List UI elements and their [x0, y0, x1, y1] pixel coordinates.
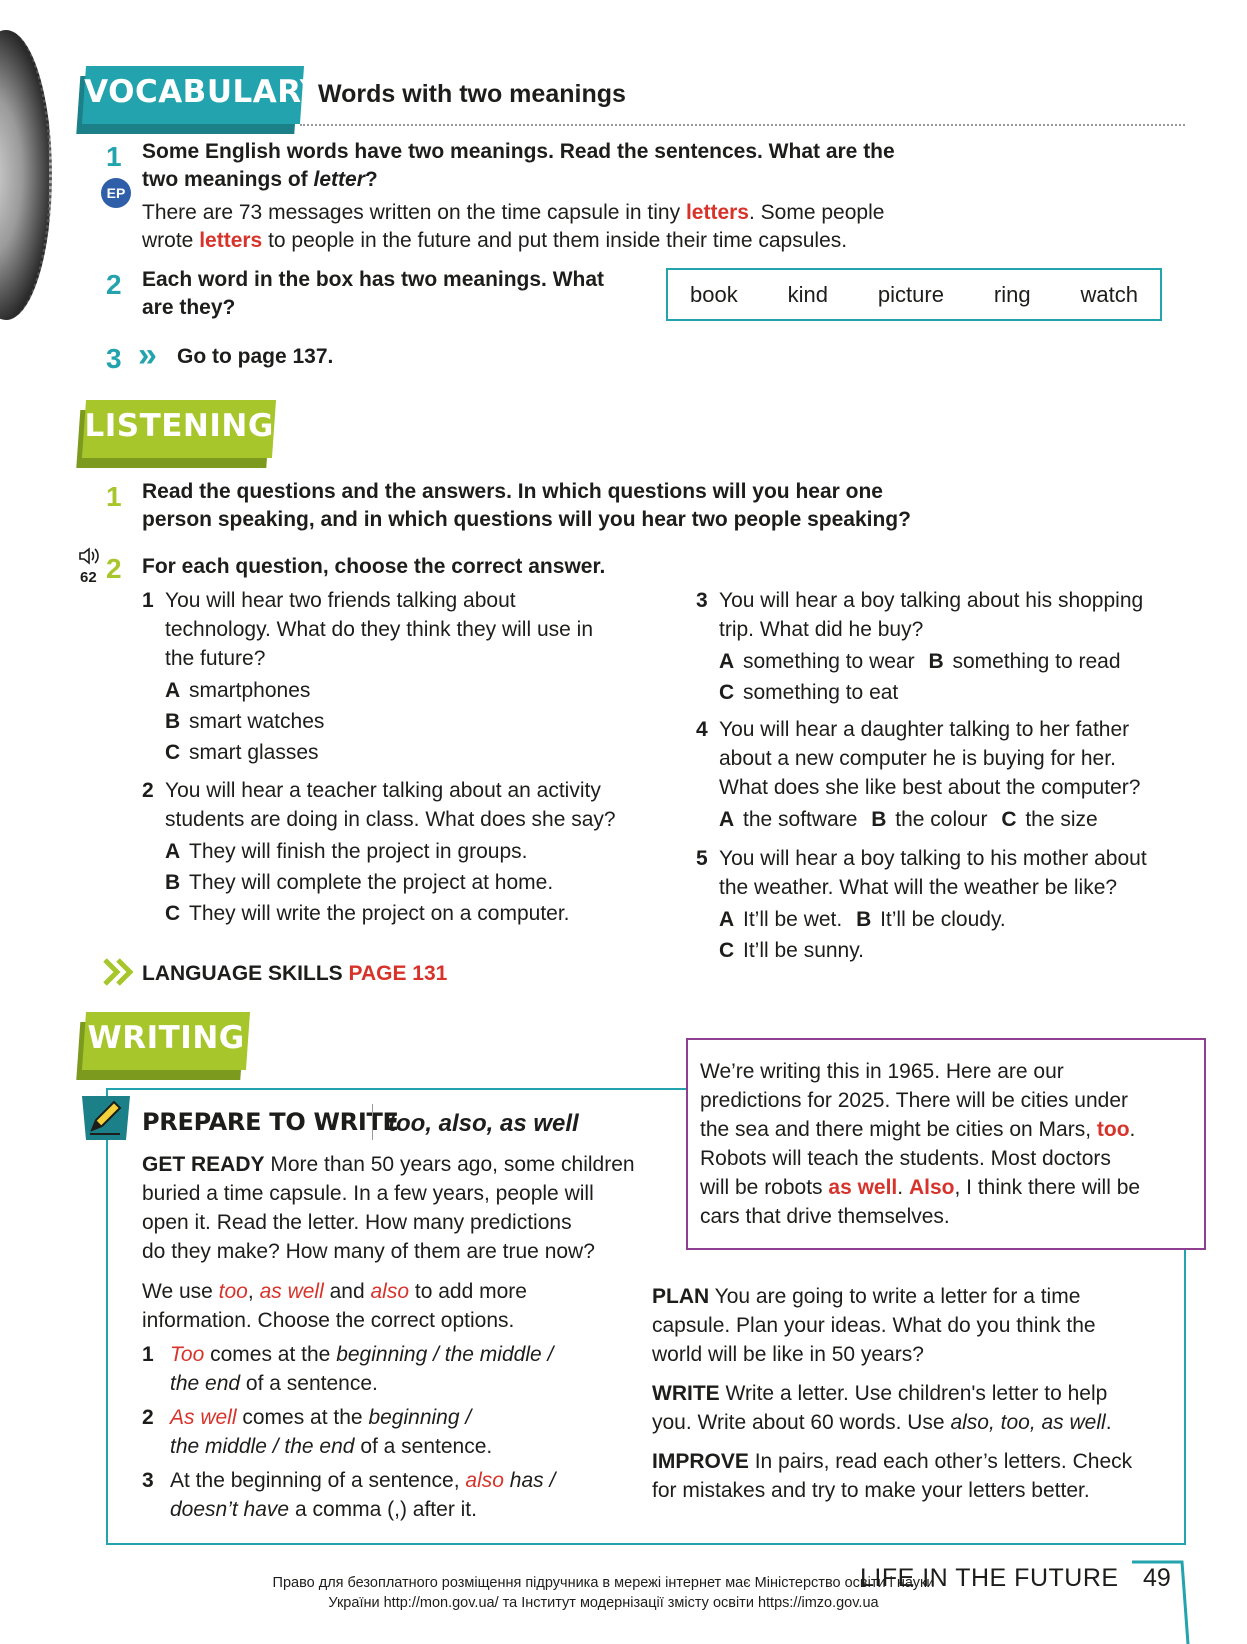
word-box — [666, 268, 1162, 321]
word-item: watch — [1080, 281, 1138, 307]
page-number: 49 — [1143, 1564, 1171, 1592]
answer-option[interactable]: A They will finish the project in groups. — [165, 840, 528, 863]
answer-option[interactable]: B smart watches — [165, 710, 325, 733]
question-text: Read the questions and the answers. In which questions will you hear one person speaking, and in which questions will you hear two people speaking? — [142, 480, 911, 532]
double-chevron-icon: » — [138, 336, 157, 374]
answer-option[interactable]: C They will write the project on a computer. — [165, 902, 570, 925]
answer-option[interactable]: C smart glasses — [165, 741, 319, 764]
question-number: 1 — [106, 141, 122, 172]
answer-option[interactable]: B the colour — [871, 808, 988, 831]
photo-edge — [0, 30, 52, 320]
answer-option[interactable]: C something to eat — [719, 681, 899, 704]
example-sentences: There are 73 messages written on the time capsule in tiny letters. Some people wrote letters to people in the future and put them inside their time capsules. — [142, 201, 885, 253]
word-item: ring — [993, 281, 1031, 307]
vocabulary-title: Words with two meanings — [318, 80, 626, 108]
answer-option[interactable]: A smartphones — [165, 679, 311, 702]
copyright-line-1: Право для безоплатного розміщення підручника в мережі інтернет має Міністерство освіти і науки — [272, 1575, 935, 1591]
answer-option[interactable]: A the software — [719, 808, 858, 831]
question-text: For each question, choose the correct answer. — [142, 555, 606, 578]
rule-3: 3 At the beginning of a sentence, also has / doesn’t have a comma (,) after it. — [142, 1469, 556, 1521]
word-item: picture — [877, 281, 944, 307]
word-item: kind — [787, 281, 828, 307]
divider — [300, 124, 1185, 126]
rule-1: 1 Too comes at the beginning / the middle / the end of a sentence. — [142, 1343, 554, 1395]
writing-banner — [82, 1012, 250, 1070]
divider — [372, 1104, 373, 1140]
language-skills-link[interactable]: LANGUAGE SKILLS PAGE 131 — [142, 962, 448, 985]
double-chevron-icon — [102, 957, 136, 987]
get-ready-text: GET READY More than 50 years ago, some children buried a time capsule. In a few years, people will open it. Read the letter. How many predictions do they make? How many of them are true now? — [142, 1153, 635, 1263]
question-number: 2 — [106, 269, 122, 300]
pencil-icon — [80, 1092, 132, 1142]
plan-text: PLAN You are going to write a letter for a time capsule. Plan your ideas. What do you think the world will be like in 50 years? — [652, 1285, 1096, 1366]
answer-option[interactable]: A It’ll be wet. — [719, 908, 843, 931]
prepare-title: PREPARE TO WRITE — [142, 1108, 399, 1136]
prepare-subtitle: too, also, as well — [388, 1110, 579, 1137]
listening-item-2: 2 You will hear a teacher talking about an activity students are doing in class. What does she say? A They will finish the project in groups. B They will complete the project at home. C They will write the project on a computer. — [142, 776, 682, 929]
letter-note: We’re writing this in 1965. Here are our predictions for 2025. There will be cities under the sea and there might be cities on Mars, too. Robots will teach the students. Most doctors will be robots as well. Also, I think there will be cars that drive themselves. — [686, 1038, 1206, 1250]
listening-banner-label: LISTENING — [84, 408, 274, 444]
question-text: Some English words have two meanings. Read the sentences. What are the two meanings of letter? — [142, 140, 895, 192]
answer-option[interactable]: B They will complete the project at home. — [165, 871, 554, 894]
improve-text: IMPROVE In pairs, read each other’s letters. Check for mistakes and try to make your letters better. — [652, 1450, 1133, 1502]
answer-option[interactable]: A something to wear — [719, 650, 915, 673]
answer-option[interactable]: B It’ll be cloudy. — [856, 908, 1006, 931]
listening-item-4: 4 You will hear a daughter talking to her father about a new computer he is buying for her. What does she like best about the computer? A the software B the colour C the size — [696, 718, 1141, 831]
audio-icon[interactable] — [78, 546, 102, 566]
question-number: 2 — [106, 553, 122, 584]
listening-banner — [82, 400, 276, 458]
page-reference-link[interactable]: Go to page 137. — [177, 345, 334, 368]
unit-title: LIFE IN THE FUTURE — [860, 1564, 1119, 1592]
copyright-line-2: України http://mon.gov.ua/ та Інститут модернізації змісту освіти https://imzo.gov.ua — [328, 1595, 879, 1611]
answer-option[interactable]: C It’ll be sunny. — [719, 939, 865, 962]
word-item: book — [690, 281, 738, 307]
vocabulary-banner-label: VOCABULARY — [84, 74, 323, 110]
question-text: Each word in the box has two meanings. What are they? — [142, 268, 605, 320]
audio-track-number: 62 — [80, 569, 97, 586]
listening-item-5: 5 You will hear a boy talking to his mother about the weather. What will the weather be like? A It’ll be wet. B It’ll be cloudy. C It’ll be sunny. — [696, 847, 1147, 962]
listening-item-3: 3 You will hear a boy talking about his shopping trip. What did he buy? A something to wear B something to read C something to eat — [696, 589, 1144, 704]
question-number: 1 — [106, 481, 122, 512]
vocabulary-banner — [82, 66, 323, 124]
writing-banner-label: WRITING — [87, 1020, 245, 1056]
answer-option[interactable]: B something to read — [928, 650, 1121, 673]
rule-2: 2 As well comes at the beginning / the middle / the end of a sentence. — [142, 1406, 493, 1458]
write-text: WRITE Write a letter. Use children's letter to help you. Write about 60 words. Use also, too, as well. — [652, 1382, 1112, 1434]
ep-badge: EP — [101, 178, 131, 208]
listening-item-1: 1 You will hear two friends talking about technology. What do they think they will use in the future? A smartphones B smart watches C smart glasses — [142, 586, 662, 768]
usage-intro: We use too, as well and also to add more information. Choose the correct options. — [142, 1280, 527, 1332]
answer-option[interactable]: C the size — [1001, 808, 1098, 831]
question-number: 3 — [106, 343, 122, 374]
